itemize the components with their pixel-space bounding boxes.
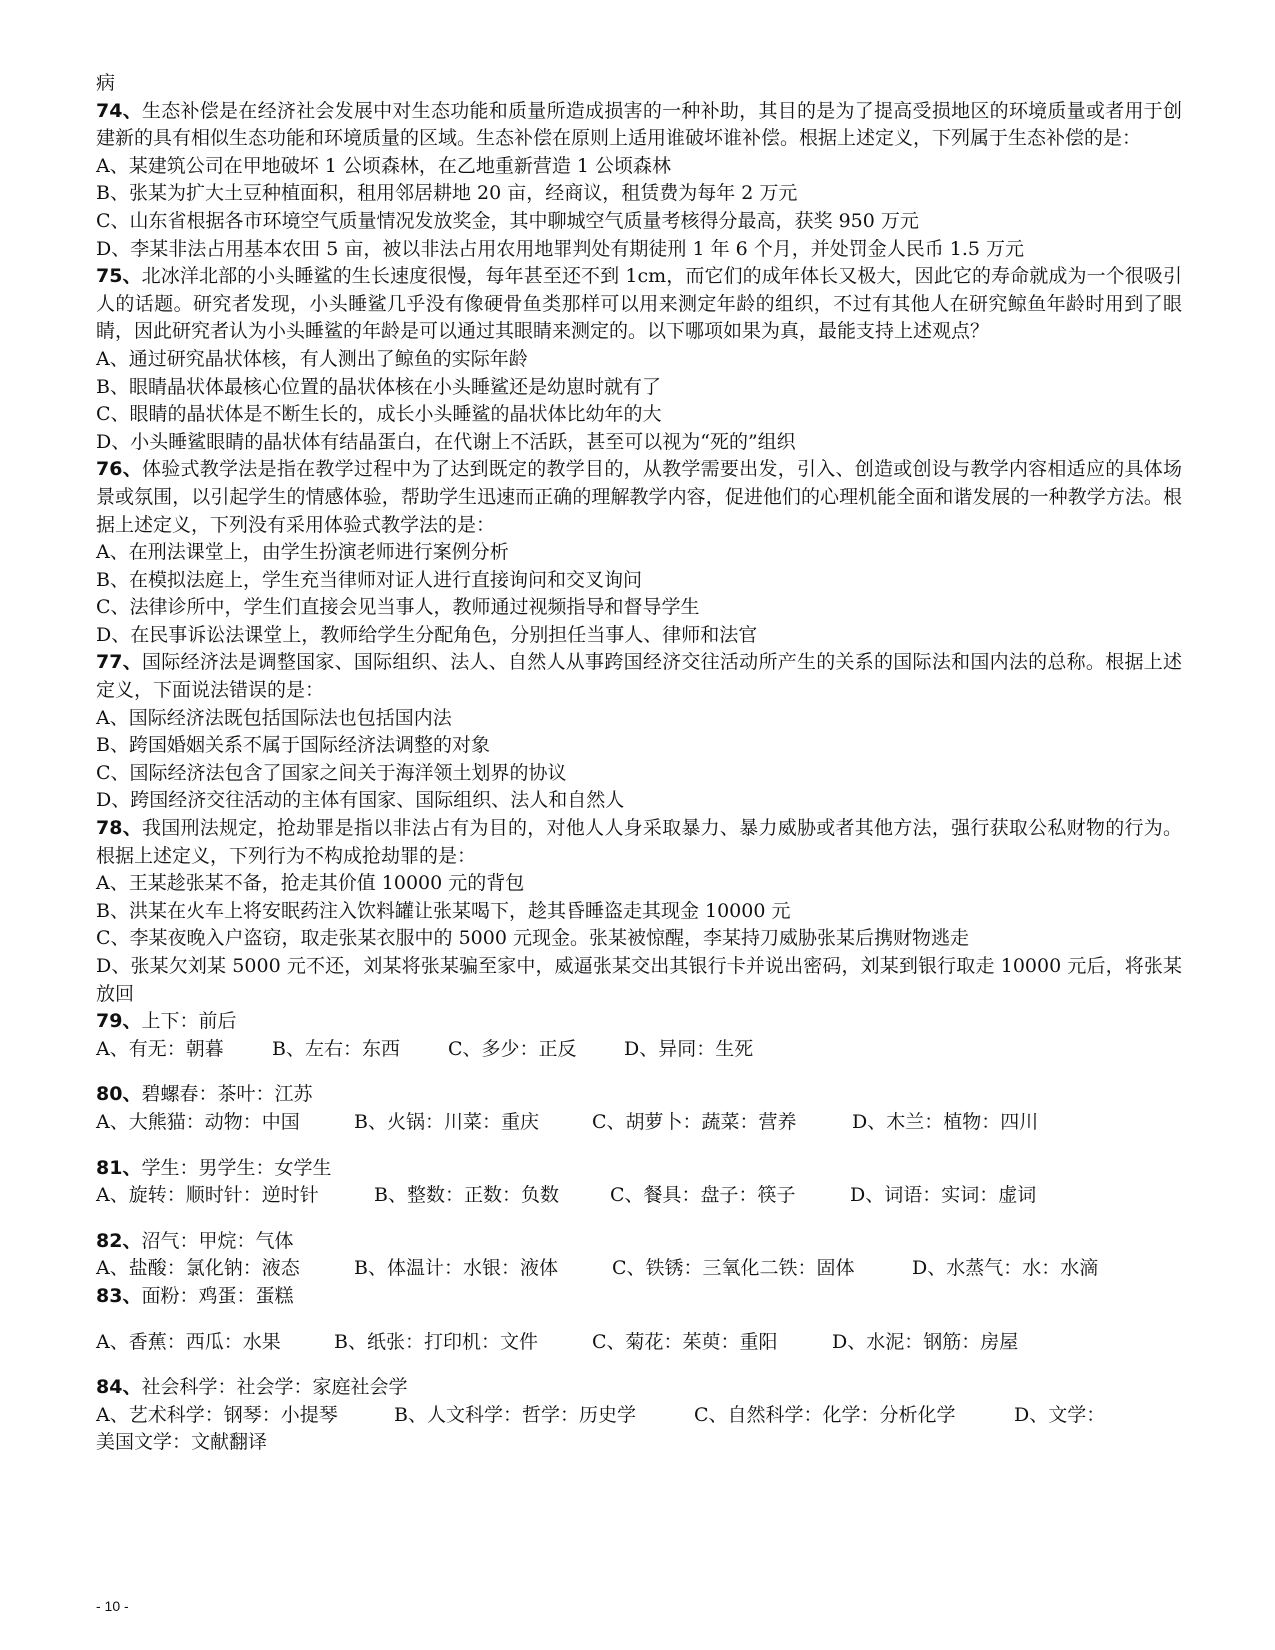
option-d: D、跨国经济交往活动的主体有国家、国际组织、法人和自然人 [96, 789, 625, 812]
question-number: 79、 [96, 1010, 142, 1033]
option-d: D、小头睡鲨眼睛的晶状体有结晶蛋白，在代谢上不活跃，甚至可以视为“死的”组织 [96, 430, 796, 453]
document-page [96, 70, 1182, 1457]
stem-text: 国际经济法是调整国家、国际组织、法人、自然人从事跨国经济交往活动所产生的关系的国际法和国内法的总称。根据上述定义，下面说法错误的是： [96, 651, 1182, 702]
question-number: 83、 [96, 1284, 142, 1307]
option-b: B、洪某在火车上将安眠药注入饮料罐让张某喝下，趁其昏睡盗走其现金 10000 元 [96, 899, 791, 922]
stem-text: 面粉：鸡蛋：蛋糕 [141, 1284, 294, 1307]
option-b: B、张某为扩大土豆种植面积，租用邻居耕地 20 亩，经商议，租赁费为每年 2 万元 [96, 182, 798, 205]
option-d: D、张某欠刘某 5000 元不还，刘某将张某骗至家中，威逼张某交出其银行卡并说出密码，刘某到银行取走 10000 元后，将张某放回 [96, 955, 1182, 1005]
question-stem [96, 1155, 1182, 1183]
question-stem [96, 1374, 1182, 1402]
options-row [96, 1255, 1182, 1283]
question-stem [96, 456, 1182, 539]
option-c: C、法律诊所中，学生们直接会见当事人，教师通过视频指导和督导学生 [96, 596, 700, 619]
option-d: D、异同：生死 [624, 1037, 754, 1060]
stem-text: 我国刑法规定，抢劫罪是指以非法占有为目的，对他人人身采取暴力、暴力威胁或者其他方法，强行获取公私财物的行为。根据上述定义，下列行为不构成抢劫罪的是： [96, 817, 1182, 867]
option-b: B、跨国婚姻关系不属于国际经济法调整的对象 [96, 734, 490, 757]
question-stem [96, 98, 1182, 153]
options-row [96, 1402, 1182, 1430]
question-81 [96, 1155, 1182, 1210]
question-80 [96, 1081, 1182, 1136]
stem-text: 北冰洋北部的小头睡鲨的生长速度很慢，每年甚至还不到 1cm，而它们的成年体长又极大，因此它的寿命就成为一个很吸引人的话题。研究者发现，小头睡鲨几乎没有像硬骨鱼类那样可以用来测定年龄的组织，不过有其他人在研究鲸鱼年龄时用到了眼睛，因此研究者认为小头睡鲨的年龄是可以通过其眼睛来测定的。以下哪项如果为真，最能支持上述观点？ [96, 265, 1182, 343]
question-stem [96, 1081, 1182, 1109]
stem-text: 碧螺春：茶叶：江苏 [141, 1083, 313, 1106]
option-d: D、水蒸气：水：水滴 [912, 1257, 1099, 1280]
option-c: C、山东省根据各市环境空气质量情况发放奖金，其中聊城空气质量考核得分最高，获奖 950 万元 [96, 209, 919, 232]
option-c: C、眼睛的晶状体是不断生长的，成长小头睡鲨的晶状体比幼年的大 [96, 403, 662, 426]
question-74 [96, 98, 1182, 264]
question-84 [96, 1374, 1182, 1457]
options-row [96, 1109, 1182, 1137]
question-78 [96, 815, 1182, 1008]
question-83 [96, 1283, 1182, 1356]
option-d: D、文学： [1014, 1403, 1106, 1426]
option-a: A、通过研究晶状体核，有人测出了鲸鱼的实际年龄 [96, 347, 528, 370]
stem-text: 体验式教学法是指在教学过程中为了达到既定的教学目的，从教学需要出发，引入、创造或创设与教学内容相适应的具体场景或氛围，以引起学生的情感体验，帮助学生迅速而正确的理解教学内容，促进他们的心理机能全面和谐发展的一种教学方法。根据上述定义，下列没有采用体验式教学法的是： [96, 458, 1182, 536]
option-b: B、火锅：川菜：重庆 [354, 1110, 539, 1133]
question-82 [96, 1228, 1182, 1283]
question-75 [96, 263, 1182, 456]
page-number: - 10 - [96, 1598, 129, 1614]
stem-text: 上下：前后 [141, 1010, 237, 1033]
option-b: B、体温计：水银：液体 [354, 1257, 558, 1280]
stem-text: 学生：男学生：女学生 [141, 1156, 332, 1179]
question-number: 80、 [96, 1083, 142, 1106]
option-c: C、胡萝卜：蔬菜：营养 [592, 1110, 797, 1133]
option-a: A、艺术科学：钢琴：小提琴 [96, 1403, 338, 1426]
question-number: 77、 [96, 651, 142, 674]
option-c: C、自然科学：化学：分析化学 [694, 1403, 956, 1426]
question-77 [96, 649, 1182, 815]
carryover-text: 病 [96, 72, 116, 94]
option-b: B、人文科学：哲学：历史学 [394, 1403, 636, 1426]
question-stem [96, 1228, 1182, 1256]
option-a: A、大熊猫：动物：中国 [96, 1110, 300, 1133]
option-d-continuation: 美国文学：文献翻译 [96, 1431, 268, 1454]
options-row [96, 1329, 1182, 1357]
option-c: C、铁锈：三氧化二铁：固体 [612, 1257, 855, 1280]
option-a: A、王某趁张某不备，抢走其价值 10000 元的背包 [96, 872, 525, 895]
question-stem [96, 263, 1182, 346]
options-row [96, 1182, 1182, 1210]
question-number: 76、 [96, 458, 142, 481]
question-stem [96, 1283, 1182, 1311]
question-76 [96, 456, 1182, 649]
option-a: A、某建筑公司在甲地破坏 1 公顷森林，在乙地重新营造 1 公顷森林 [96, 154, 672, 177]
option-d: D、水泥：钢筋：房屋 [832, 1330, 1019, 1353]
question-number: 81、 [96, 1156, 142, 1179]
question-stem [96, 815, 1182, 870]
option-d: D、李某非法占用基本农田 5 亩，被以非法占用农用地罪判处有期徒刑 1 年 6 个月，并处罚金人民币 1.5 万元 [96, 237, 1025, 260]
option-b: B、纸张：打印机：文件 [334, 1330, 538, 1353]
option-c: C、餐具：盘子：筷子 [610, 1184, 796, 1207]
option-b: B、眼睛晶状体最核心位置的晶状体核在小头睡鲨还是幼崽时就有了 [96, 375, 661, 398]
options-row [96, 1036, 1182, 1064]
option-d: D、木兰：植物：四川 [852, 1110, 1039, 1133]
option-a: A、香蕉：西瓜：水果 [96, 1330, 281, 1353]
stem-text: 社会科学：社会学：家庭社会学 [141, 1376, 408, 1399]
option-a: A、国际经济法既包括国际法也包括国内法 [96, 706, 452, 729]
option-d: D、在民事诉讼法课堂上，教师给学生分配角色，分别担任当事人、律师和法官 [96, 623, 758, 646]
option-c: C、国际经济法包含了国家之间关于海洋领土划界的协议 [96, 761, 567, 784]
option-b: B、整数：正数：负数 [374, 1184, 559, 1207]
question-number: 82、 [96, 1229, 142, 1252]
option-b: B、在模拟法庭上，学生充当律师对证人进行直接询问和交叉询问 [96, 568, 642, 591]
stem-text: 生态补偿是在经济社会发展中对生态功能和质量所造成损害的一种补助，其目的是为了提高受损地区的环境质量或者用于创建新的具有相似生态功能和环境质量的区域。生态补偿在原则上适用谁破坏谁补偿。根据上述定义，下列属于生态补偿的是： [96, 99, 1182, 150]
question-number: 84、 [96, 1376, 142, 1399]
question-number: 78、 [96, 817, 142, 840]
question-stem [96, 1008, 1182, 1036]
question-number: 74、 [96, 99, 142, 122]
option-c: C、李某夜晚入户盗窃，取走张某衣服中的 5000 元现金。张某被惊醒，李某持刀威胁张某后携财物逃走 [96, 927, 969, 950]
option-a: A、盐酸：氯化钠：液态 [96, 1257, 300, 1280]
option-b: B、左右：东西 [272, 1037, 400, 1060]
option-a: A、旋转：顺时针：逆时针 [96, 1184, 319, 1207]
stem-text: 沼气：甲烷：气体 [141, 1229, 294, 1252]
option-c: C、多少：正反 [448, 1037, 577, 1060]
option-a: A、有无：朝暮 [96, 1037, 224, 1060]
question-number: 75、 [96, 265, 142, 288]
option-c: C、菊花：茱萸：重阳 [592, 1330, 778, 1353]
option-d: D、词语：实词：虚词 [850, 1184, 1037, 1207]
option-a: A、在刑法课堂上，由学生扮演老师进行案例分析 [96, 541, 509, 564]
question-stem [96, 649, 1182, 704]
question-79 [96, 1008, 1182, 1063]
